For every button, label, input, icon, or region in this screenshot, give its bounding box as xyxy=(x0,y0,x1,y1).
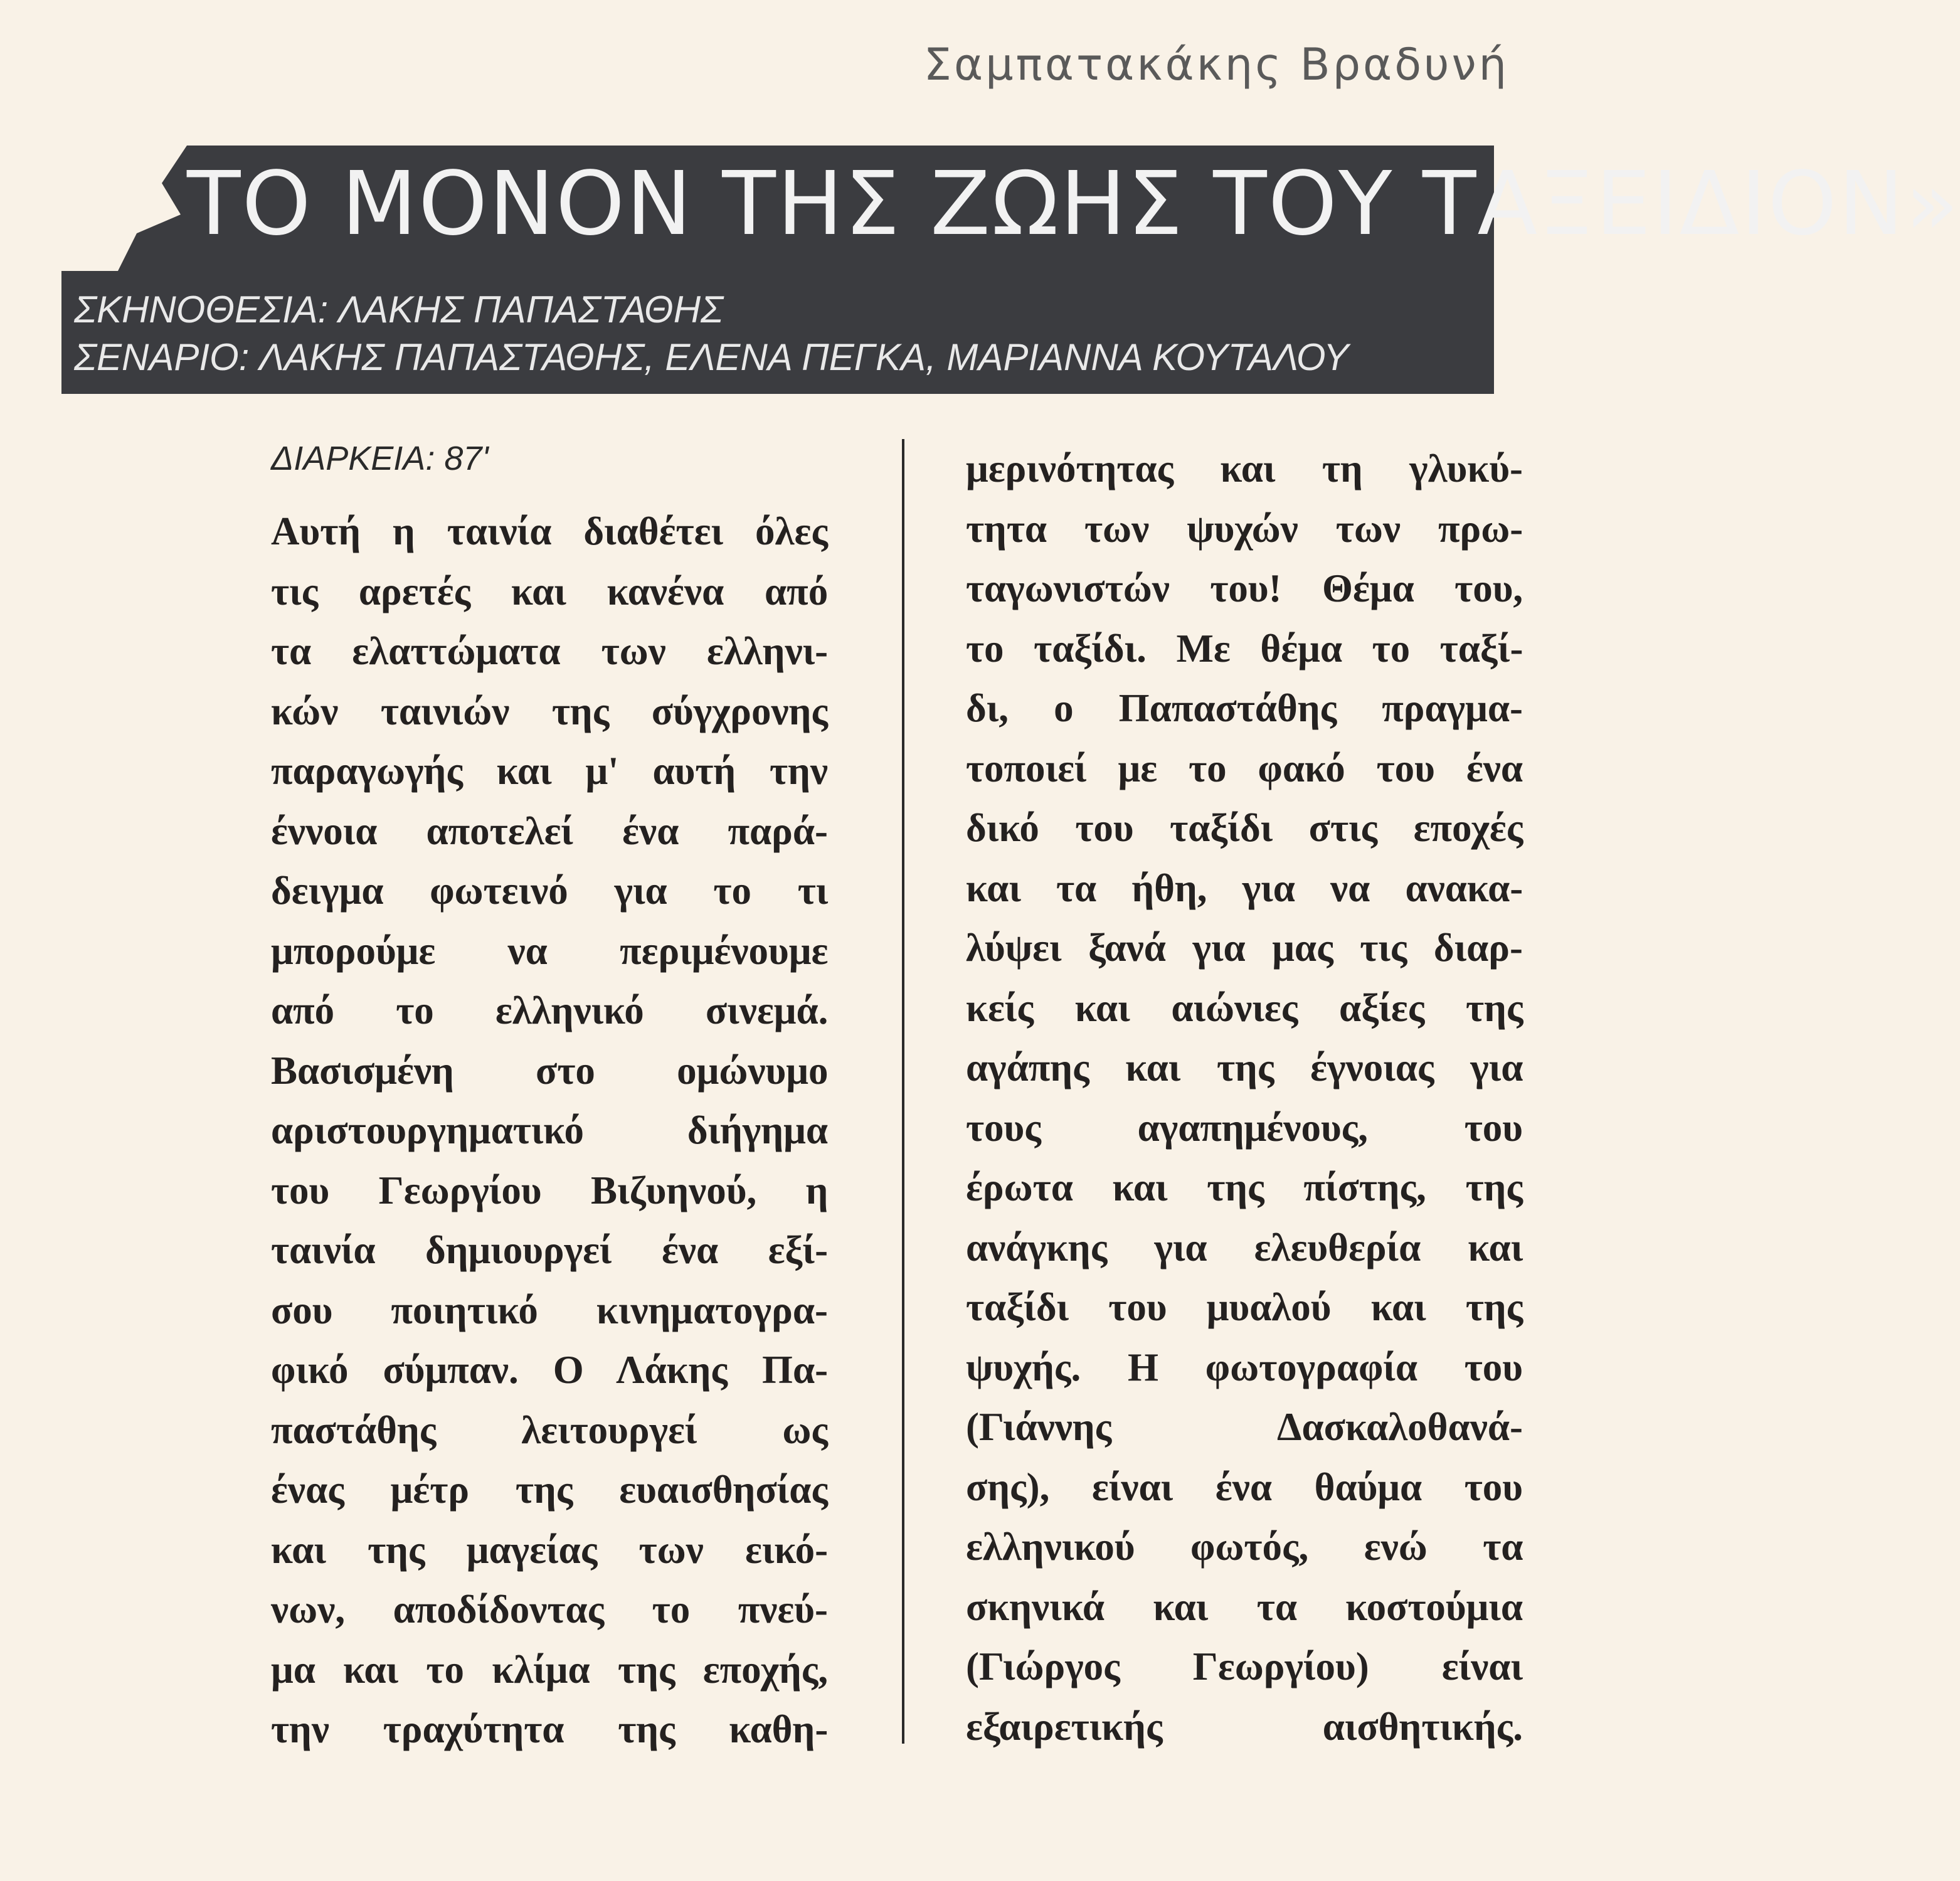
article-line: σκηνικά και τα κοστούμια xyxy=(966,1584,1523,1629)
article-line: από το ελληνικό σινεμά. xyxy=(271,988,829,1032)
article-line: παραγωγής και μ' αυτή την xyxy=(271,749,828,793)
article-line: μπορούμε να περιμένουμε xyxy=(271,928,829,973)
article-line: Αυτή η ταινία διαθέτει όλες xyxy=(271,509,828,553)
article-line: και τα ήθη, για να ανακα- xyxy=(966,866,1523,910)
article-line: νων, αποδίδοντας το πνεύ- xyxy=(271,1587,828,1631)
article-line: ελληνικού φωτός, ενώ τα xyxy=(966,1525,1523,1569)
article-line: ανάγκης για ελευθερία και xyxy=(966,1225,1523,1269)
article-column-left xyxy=(271,502,828,1760)
article-line: λύψει ξανά για μας τις διαρ- xyxy=(966,926,1523,970)
article-line: ταγωνιστών του! Θέμα του, xyxy=(966,566,1523,610)
article-line: τοποιεί με το φακό του ένα xyxy=(966,746,1523,790)
article-line: έννοια αποτελεί ένα παρά- xyxy=(271,808,828,853)
duration-label: ΔΙΑΡΚΕΙΑ: 87' xyxy=(271,440,489,477)
article-line: τητα των ψυχών των πρω- xyxy=(966,506,1523,551)
author-name: Σαμπατακάκης Βραδυνή xyxy=(923,39,1509,90)
article-line: δειγμα φωτεινό για το τι xyxy=(271,869,829,913)
article-line: Βασισμένη στο ομώνυμο xyxy=(271,1048,829,1093)
article-line: μερινότητας και τη γλυκύ- xyxy=(966,447,1523,490)
article-line: ψυχής. Η φωτογραφία του xyxy=(966,1345,1523,1389)
article-line: το ταξίδι. Με θέμα το ταξί- xyxy=(966,626,1523,670)
article-line: τις αρετές και κανένα από xyxy=(271,569,829,613)
article-line: (Γιάννης Δασκαλοθανά- xyxy=(966,1405,1523,1449)
director-credit: ΣΚΗΝΟΘΕΣΙΑ: ΛΑΚΗΣ ΠΑΠΑΣΤΑΘΗΣ xyxy=(74,289,724,331)
script-credit: ΣΕΝΑΡΙΟ: ΛΑΚΗΣ ΠΑΠΑΣΤΑΘΗΣ, ΕΛΕΝΑ ΠΕΓΚΑ, ΜΑΡΙΑΝΝΑ ΚΟΥΤΑΛΟΥ xyxy=(74,336,1349,378)
article-line: και της μαγείας των εικό- xyxy=(271,1527,829,1572)
torn-corner xyxy=(61,146,187,271)
column-divider xyxy=(902,439,904,1744)
article-line: εξαιρετικής αισθητικής. xyxy=(966,1704,1523,1749)
article-line: ένας μέτρ της ευαισθησίας xyxy=(271,1468,828,1512)
article-line: την τραχύτητα της καθη- xyxy=(271,1707,829,1751)
title-banner xyxy=(61,146,1960,394)
article-line: κών ταινιών της σύγχρονης xyxy=(271,689,828,733)
article-line: ταξίδι του μυαλού και της xyxy=(966,1285,1523,1329)
article-line: (Γιώργος Γεωργίου) είναι xyxy=(966,1645,1523,1688)
article-line: έρωτα και της πίστης, της xyxy=(966,1165,1523,1209)
article-line: του Γεωργίου Βιζυηνού, η xyxy=(271,1168,829,1212)
article-line: δικό του ταξίδι στις εποχές xyxy=(966,806,1523,850)
article-line: αριστουργηματικό διήγημα xyxy=(271,1108,828,1152)
article-line: αγάπης και της έγνοιας για xyxy=(966,1046,1523,1089)
article-line: μα και το κλίμα της εποχής, xyxy=(271,1647,829,1692)
article-line: κείς και αιώνιες αξίες της xyxy=(966,985,1523,1030)
article-line: τα ελαττώματα των ελληνι- xyxy=(271,629,829,673)
article-line: ταινία δημιουργεί ένα εξί- xyxy=(271,1228,829,1272)
article-column-right xyxy=(966,439,1523,1757)
article-line: παστάθης λειτουργεί ως xyxy=(271,1407,828,1452)
article-line: σου ποιητικό κινηματογρα- xyxy=(271,1288,828,1332)
film-title: ΤΟ ΜΟΝΟΝ ΤΗΣ ΖΩΗΣ ΤΟΥ ΤΑΞΕΙΔΙΟΝ» xyxy=(187,153,1960,255)
article-line: δι, ο Παπαστάθης πραγμα- xyxy=(966,686,1523,730)
article-line: φικό σύμπαν. Ο Λάκης Πα- xyxy=(271,1348,829,1392)
article-line: τους αγαπημένους, του xyxy=(966,1105,1523,1150)
article-line: σης), είναι ένα θαύμα του xyxy=(966,1465,1523,1509)
